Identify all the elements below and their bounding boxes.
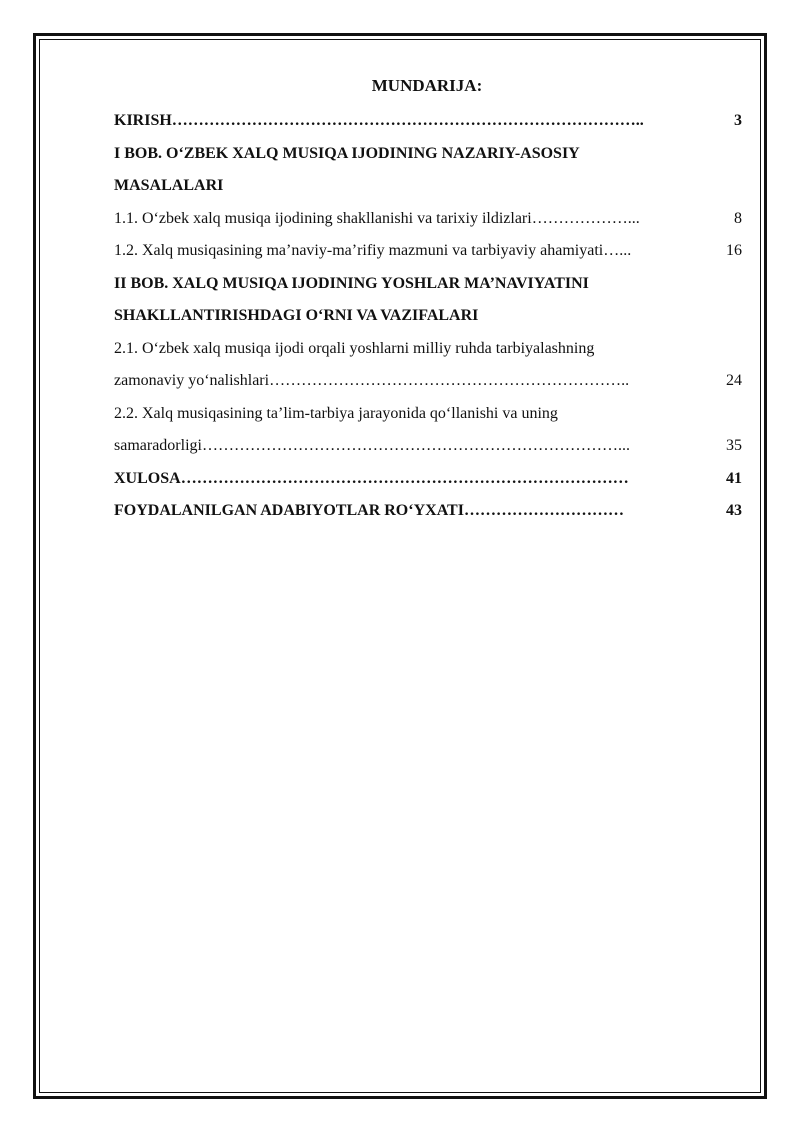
toc-entry-2-1-line2[interactable] (114, 365, 742, 398)
toc-page-number: 43 (726, 502, 742, 519)
toc-page-number: 35 (726, 437, 742, 454)
toc-page-number: 3 (734, 112, 742, 129)
toc-entry-2-2-line2[interactable] (114, 430, 742, 463)
table-of-contents (114, 70, 742, 528)
toc-entry-text: samaradorligi (114, 437, 202, 454)
toc-page-number: 24 (726, 372, 742, 389)
toc-page-number: 16 (726, 242, 742, 259)
toc-chapter-1-heading-cont[interactable]: MASALALARI (114, 177, 224, 194)
toc-leader-dots: ………………………………………………………………………… (180, 469, 629, 487)
toc-entry-1-1[interactable] (114, 203, 742, 236)
toc-entry-text: zamonaviy yo‘nalishlari (114, 372, 270, 389)
toc-entry-text: XULOSA (114, 469, 181, 487)
toc-page-number: 41 (726, 469, 742, 487)
toc-leader-dots: ………………………………………………………….. (269, 372, 630, 389)
toc-leader-dots: …………………………………………………………………………….. (171, 112, 644, 129)
toc-leader-dots: ……………………………………………………………………... (201, 437, 630, 454)
toc-leader-dots: …... (603, 242, 632, 259)
toc-page-number: 8 (734, 209, 742, 227)
toc-chapter-1-heading[interactable]: I BOB. O‘ZBEK XALQ MUSIQA IJODINING NAZARIY-ASOSIY (114, 144, 580, 162)
toc-title: MUNDARIJA: (371, 76, 483, 95)
toc-entry-kirish[interactable] (114, 105, 742, 138)
toc-entry-2-2-line1[interactable]: 2.2. Xalq musiqasining ta’lim-tarbiya jarayonida qo‘llanishi va uning (114, 404, 558, 422)
toc-leader-dots: ………………... (531, 209, 640, 227)
toc-entry-text: FOYDALANILGAN ADABIYOTLAR RO‘YXATI (114, 502, 464, 519)
toc-entry-xulosa[interactable] (114, 463, 742, 496)
toc-entry-bibliography[interactable] (114, 495, 742, 528)
toc-chapter-2-heading-cont[interactable]: SHAKLLANTIRISHDAGI O‘RNI VA VAZIFALARI (114, 307, 479, 324)
toc-entry-1-2[interactable] (114, 235, 742, 268)
toc-entry-2-1-line1[interactable]: 2.1. O‘zbek xalq musiqa ijodi orqali yoshlarni milliy ruhda tarbiyalashning (114, 339, 595, 357)
toc-entry-text: 1.1. O‘zbek xalq musiqa ijodining shakllanishi va tarixiy ildizlari (114, 209, 532, 227)
toc-entry-text: KIRISH (114, 112, 172, 129)
toc-chapter-2-heading[interactable]: II BOB. XALQ MUSIQA IJODINING YOSHLAR MA’NAVIYATINI (114, 274, 589, 292)
toc-entry-text: 1.2. Xalq musiqasining ma’naviy-ma’rifiy mazmuni va tarbiyaviy ahamiyati (114, 242, 604, 259)
toc-leader-dots: ………………………… (463, 502, 624, 519)
